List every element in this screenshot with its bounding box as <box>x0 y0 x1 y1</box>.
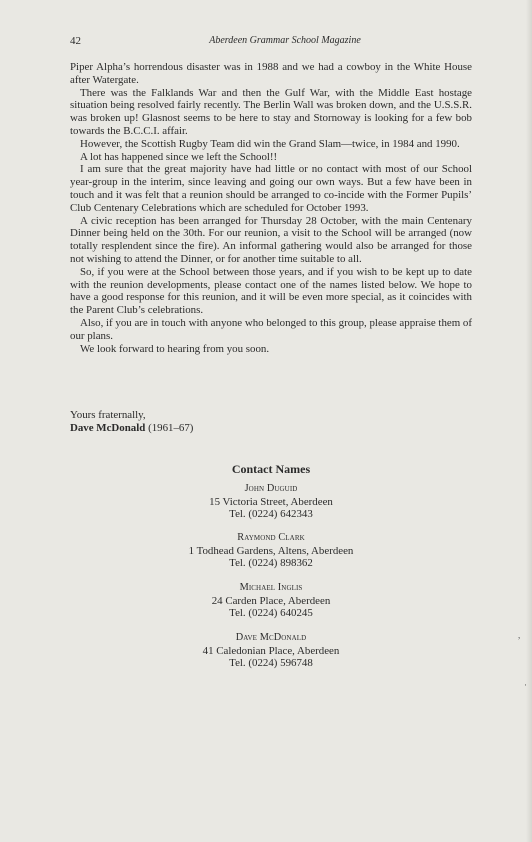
running-header <box>70 35 472 49</box>
paragraph: However, the Scottish Rugby Team did win the Grand Slam—twice, in 1984 and 1990. <box>80 137 460 150</box>
paragraph: A civic reception has been arranged for Thursday 28 October, with the main Centenary Dinner being held on the 30th. For our reunion, a visit to the School will be arranged (now totally resplendent since the fire). An informal gathering would also be arranged for those not wishing to attend the Dinner, or for another time suitable to all. <box>70 214 472 265</box>
contact-name: Raymond Clark <box>237 532 305 543</box>
contact-address: 41 Caledonian Place, Aberdeen <box>202 644 340 657</box>
contact-entry <box>0 582 532 620</box>
signoff <box>70 409 370 435</box>
signer-name: Dave McDonald <box>70 422 146 434</box>
contacts-heading: Contact Names <box>231 462 311 476</box>
contact-entry <box>0 483 532 521</box>
contact-name: Michael Inglis <box>239 582 303 593</box>
letter-body <box>70 61 472 355</box>
contact-name: Dave McDonald <box>235 632 307 643</box>
contact-phone: Tel. (0224) 596748 <box>229 657 313 670</box>
contact-name: John Duguid <box>244 483 298 494</box>
contact-phone: Tel. (0224) 642343 <box>229 508 313 521</box>
speck-mark: , <box>518 630 521 640</box>
paragraph: We look forward to hearing from you soon. <box>80 342 270 355</box>
signature-line <box>70 422 370 435</box>
paragraph: I am sure that the great majority have had little or no contact with most of our School year-group in the interim, since leaving and going our own ways. But a few have been in touch and it was felt that a reunion should be arranged to co-incide with the Former Pupils’ Club Centenary Celebrations which are scheduled for October 1993. <box>70 163 472 214</box>
contact-entry <box>0 632 532 670</box>
paragraph: So, if you were at the School between those years, and if you wish to be kept up to date with the reunion developments, please contact one of the names listed below. We hope to have a good response for this reunion, and it will be even more special, as it coincides with the Parent Club’s celebrations. <box>70 265 472 317</box>
contact-phone: Tel. (0224) 898362 <box>229 557 313 570</box>
page-edge-shadow <box>526 0 532 842</box>
paragraph: Also, if you are in touch with anyone who belonged to this group, please appraise them of our plans. <box>70 316 472 342</box>
contact-address: 24 Carden Place, Aberdeen <box>211 594 331 607</box>
paragraph: A lot has happened since we left the School!! <box>80 150 278 163</box>
contact-phone: Tel. (0224) 640245 <box>229 607 313 620</box>
page-number: 42 <box>70 35 81 47</box>
magazine-title: Aberdeen Grammar School Magazine <box>209 35 361 46</box>
speck-mark: · <box>524 680 527 690</box>
paragraph: There was the Falklands War and then the Gulf War, with the Middle East hostage situation being resolved fairly recently. The Berlin Wall was broken down, and the U.S.S.R. was broken up! Glasnost seems to be here to stay and Stornoway is looking for a few bob towards the B.C.C.I. affair. <box>70 86 472 137</box>
paragraph: Piper Alpha’s horrendous disaster was in 1988 and we had a cowboy in the White House after Watergate. <box>70 61 472 86</box>
contact-address: 15 Victoria Street, Aberdeen <box>209 495 333 508</box>
signer-years: (1961–67) <box>148 422 194 434</box>
closing-line: Yours fraternally, <box>70 409 146 421</box>
contact-address: 1 Todhead Gardens, Altens, Aberdeen <box>188 544 354 557</box>
contact-entry <box>0 532 532 570</box>
